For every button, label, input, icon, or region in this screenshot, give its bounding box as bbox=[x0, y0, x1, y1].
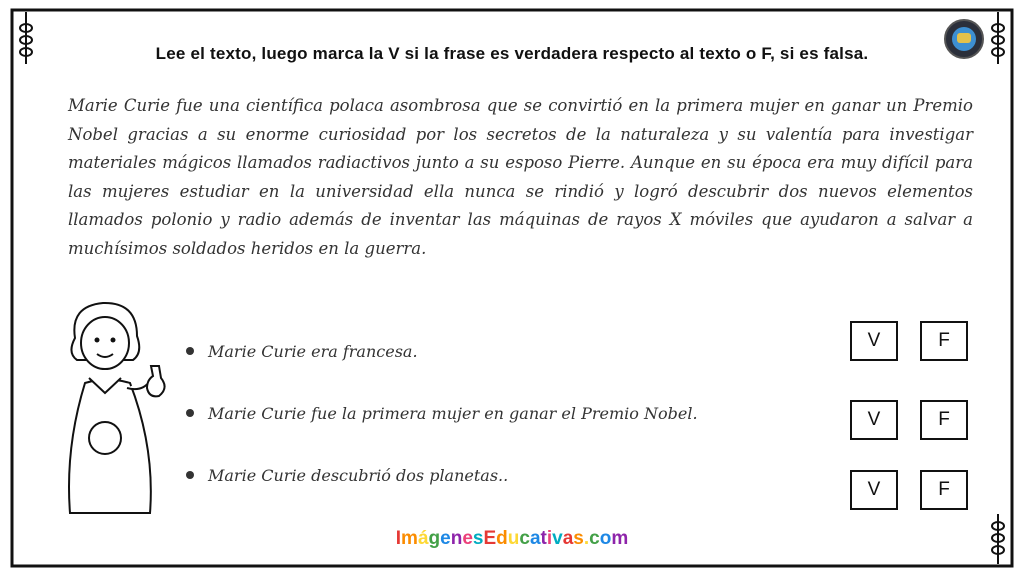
instruction-title: Lee el texto, luego marca la V si la frase es verdadera respecto al texto o F, si es falsa. bbox=[155, 44, 869, 63]
marie-curie-illustration bbox=[55, 298, 195, 523]
statement-text: Marie Curie era francesa. bbox=[208, 342, 418, 361]
globe-logo-icon bbox=[944, 19, 984, 59]
true-box-3[interactable]: V bbox=[850, 470, 898, 510]
bullet-icon bbox=[186, 347, 194, 355]
statement-2 bbox=[186, 404, 698, 423]
bullet-icon bbox=[186, 471, 194, 479]
statement-text: Marie Curie fue la primera mujer en ganar el Premio Nobel. bbox=[208, 404, 698, 423]
statement-3 bbox=[186, 466, 508, 485]
false-box-1[interactable]: F bbox=[920, 321, 968, 361]
statement-1 bbox=[186, 342, 418, 361]
true-box-1[interactable]: V bbox=[850, 321, 898, 361]
true-box-2[interactable]: V bbox=[850, 400, 898, 440]
website-watermark: ImágenesEducativas.com bbox=[395, 528, 629, 549]
bullet-icon bbox=[186, 409, 194, 417]
statement-text: Marie Curie descubrió dos planetas.. bbox=[208, 466, 509, 485]
reading-paragraph: Marie Curie fue una científica polaca asombrosa que se convirtió en la primera mujer en ganar un Premio Nobel gracias a su enorme curiosidad por los secretos de la naturaleza y su valentía para investigar materiales mágicos llamados radiactivos junto a su esposo Pierre. Aunque en su época era muy difícil para las mujeres estudiar en la universidad ella nunca se rindió y logró descubrir dos nuevos elementos llamados polonio y radio además de inventar las máquinas de rayos X móviles que ayudaron a salvar a muchísimos soldados heridos en la guerra. bbox=[68, 96, 973, 258]
false-box-2[interactable]: F bbox=[920, 400, 968, 440]
false-box-3[interactable]: F bbox=[920, 470, 968, 510]
